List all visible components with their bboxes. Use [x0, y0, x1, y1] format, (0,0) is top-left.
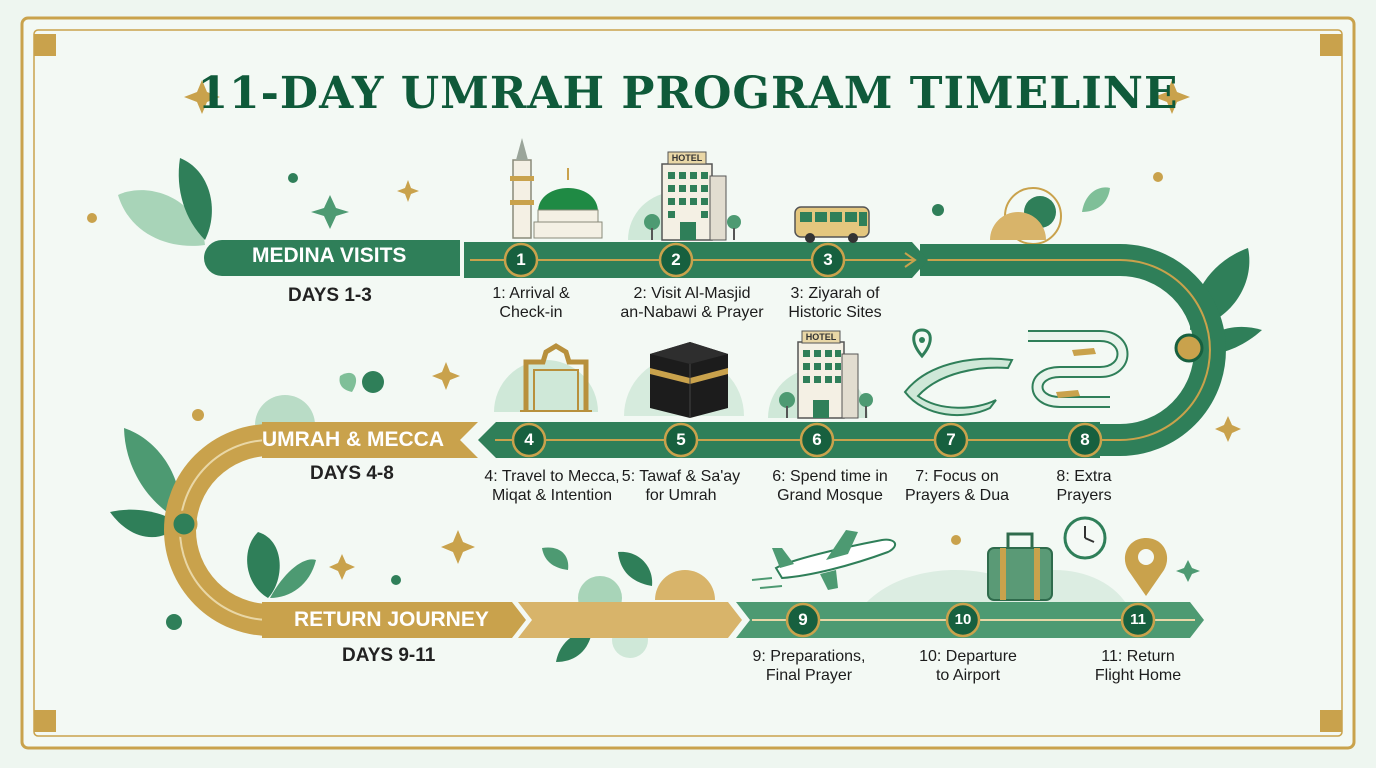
dot-decoration [932, 204, 944, 216]
dot-decoration [288, 173, 298, 183]
step-label: 11: Return Flight Home [1094, 648, 1182, 684]
step-label: 2: Visit Al-Masjid an-Nabawi & Prayer [620, 285, 764, 321]
step-number: 4 [524, 430, 534, 449]
phase-days-mecca: DAYS 4-8 [310, 463, 394, 484]
step-number: 1 [516, 250, 526, 269]
hotel-sign-text: HOTEL [805, 332, 837, 342]
step-number: 2 [671, 250, 681, 269]
dot-decoration [87, 213, 97, 223]
step-label: 7: Focus on Prayers & Dua [904, 468, 1010, 504]
step-label: 10: Departure to Airport [919, 648, 1017, 684]
dot-decoration [951, 535, 961, 545]
dot-decoration [362, 371, 384, 393]
step-number: 9 [798, 610, 808, 629]
step-number: 11 [1130, 611, 1146, 628]
bus-icon [795, 207, 869, 243]
step-label: 5: Tawaf & Sa'ay for Umrah [621, 468, 741, 504]
clock-icon [1065, 518, 1105, 558]
step-label: 6: Spend time in Grand Mosque [772, 468, 888, 504]
step-number: 7 [946, 430, 956, 449]
step-number: 10 [954, 611, 972, 628]
phase-days-return: DAYS 9-11 [342, 645, 436, 666]
dot-decoration [1153, 172, 1163, 182]
step-number: 6 [812, 430, 822, 449]
step-label: 1: Arrival & Check-in [492, 285, 570, 321]
dot-decoration [166, 614, 182, 630]
dot-decoration [192, 409, 204, 421]
corner-ornament [34, 710, 56, 732]
phase-label-medina: MEDINA VISITS [252, 244, 407, 267]
step-label: 4: Travel to Mecca, Miqat & Intention [484, 468, 620, 504]
phase-label-return: RETURN JOURNEY [294, 608, 489, 631]
step-label: 8: Extra Prayers [1056, 468, 1112, 504]
step-number: 3 [823, 250, 833, 269]
corner-ornament [1320, 34, 1342, 56]
page-title: 11-DAY UMRAH PROGRAM TIMELINE [197, 68, 1179, 119]
step-number: 5 [676, 430, 686, 449]
corner-ornament [1320, 710, 1342, 732]
hotel-sign-text: HOTEL [671, 153, 703, 163]
step-label: 3: Ziyarah of Historic Sites [788, 285, 882, 321]
dot-decoration [391, 575, 401, 585]
phase-label-mecca: UMRAH & MECCA [262, 428, 444, 451]
step-number: 8 [1080, 430, 1090, 449]
phase-days-medina: DAYS 1-3 [288, 285, 372, 306]
corner-ornament [34, 34, 56, 56]
step-label: 9: Preparations, Final Prayer [752, 648, 866, 684]
